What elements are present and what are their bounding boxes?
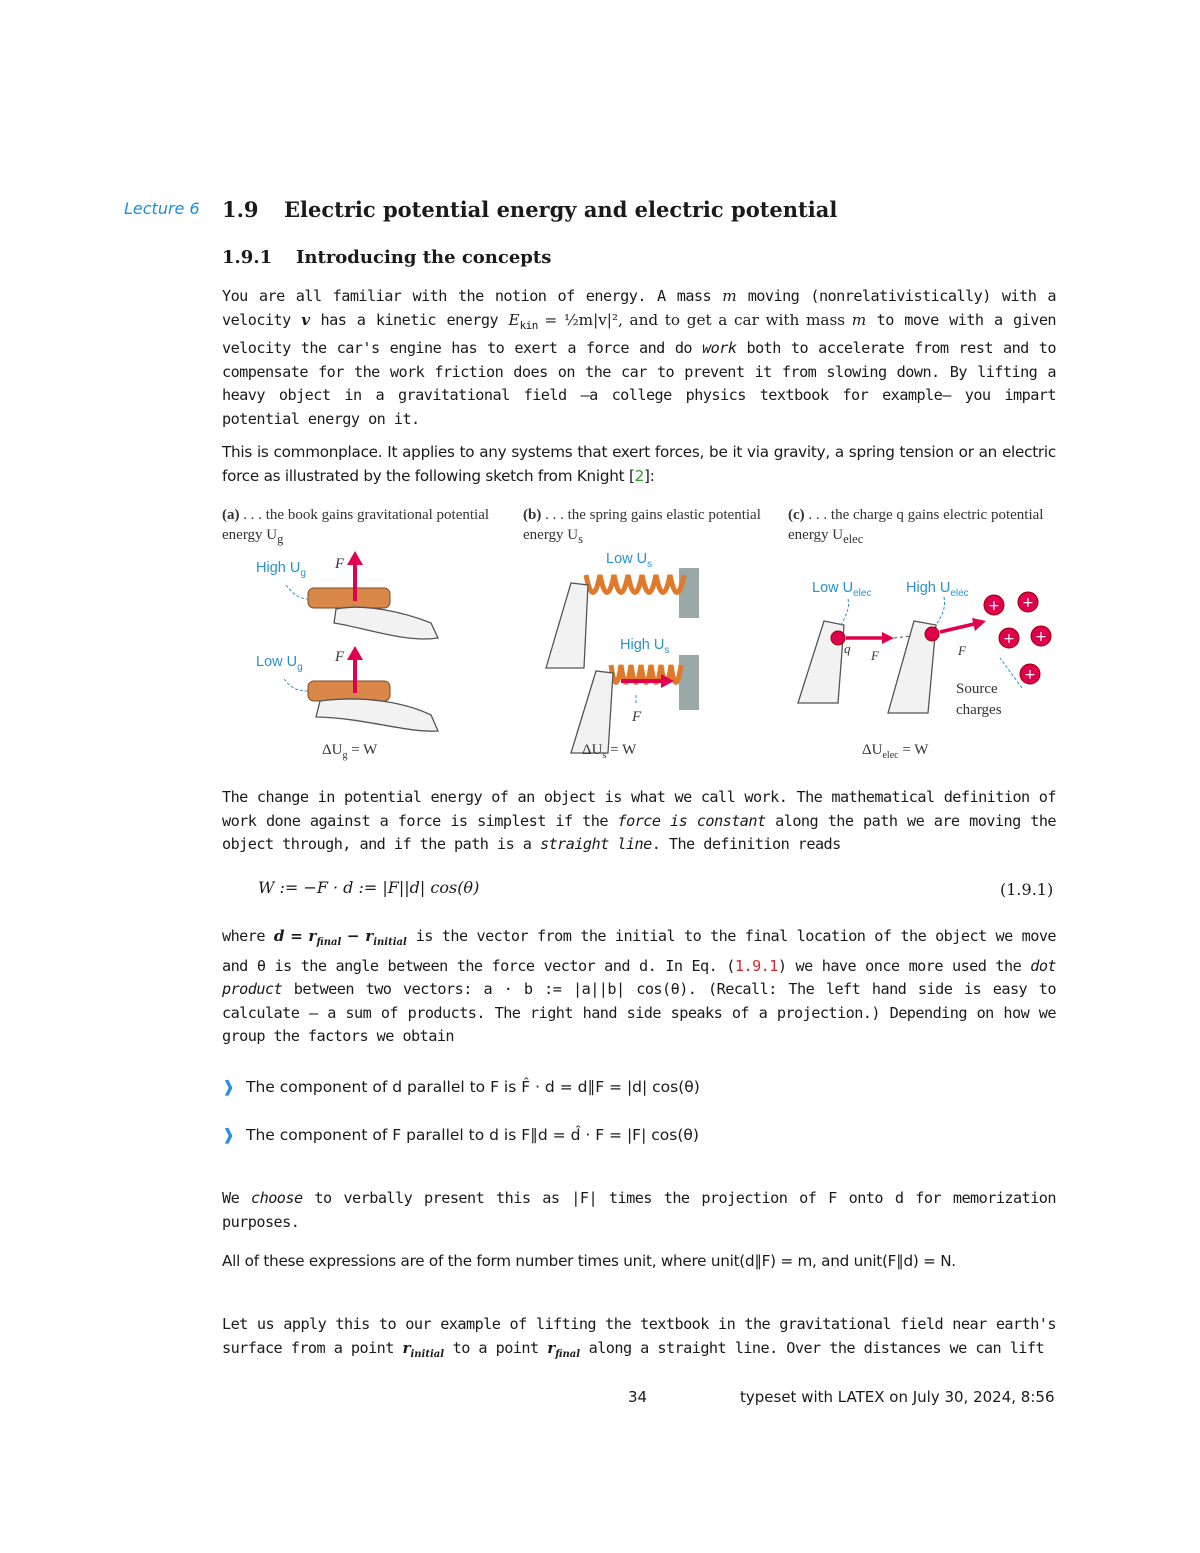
spring-high: [571, 655, 699, 753]
label-low-us: Low $U_s$: [606, 551, 653, 570]
delta-c: $\Delta U_{elec} = W$: [862, 742, 929, 761]
delta-a: $\Delta U_g = W$: [322, 742, 378, 761]
section-title: [222, 197, 837, 222]
label-force-b: F: [632, 709, 642, 725]
label-high-us: High $U_s$: [620, 637, 670, 656]
label-force-c2: F: [958, 643, 966, 658]
bullet-item-1: ❱ The component of d parallel to F is F̂ · d = d∥F = |d| cos(θ): [222, 1078, 700, 1096]
typeset-note: typeset with LATEX on July 30, 2024, 8:56: [740, 1388, 1055, 1406]
source-charges: [984, 592, 1051, 684]
figure-caption-b: (b) . . . the spring gains elastic potential energy $U_s$: [523, 507, 761, 546]
equation-number: (1.9.1): [1000, 880, 1054, 899]
label-charge-q: q: [844, 641, 851, 656]
label-high-uelec: High $U_{elec}$: [906, 580, 969, 599]
subsection-title-text: Introducing the concepts: [296, 247, 552, 268]
label-high-ug: High $U_g$: [256, 560, 306, 579]
hand-high-elec: [888, 618, 986, 713]
label-low-ug: Low $U_g$: [256, 654, 303, 673]
section-title-text: Electric potential energy and electric potential: [284, 197, 838, 222]
paragraph-units: All of these expressions are of the form number times unit, where unit(d∥F) = m, and unit(F∥d) = N.: [222, 1252, 956, 1270]
hand-low-elec: [798, 621, 894, 703]
section-number: 1.9: [222, 197, 259, 222]
delta-b: $\Delta U_s = W$: [582, 742, 637, 761]
paragraph-commonplace: This is commonplace. It applies to any systems that exert forces, be it via gravity, a spring tension or an electric force as illustrated by the following sketch from Knight [2]:: [222, 443, 1056, 485]
knight-figure: [216, 503, 1056, 773]
book-high: [308, 588, 438, 639]
paragraph-displacement: where $d = r_{final} - r_{initial}$ is the vector from the initial to the final location of the object we move and θ is the angle between the force vector and d. In Eq. (1.9.1) we have once more used the dot product between two vectors: a · b := |a||b| cos(θ). (Recall: The left hand side is easy to calculate – a sum of products. The right hand side speaks of a projection.) Depending on how we group the factors we obtain: [222, 927, 1057, 1046]
paragraph-choose: We choose to verbally present this as |F| times the projection of F onto d for memorization purposes.: [222, 1189, 1056, 1231]
margin-note-lecture: Lecture 6: [124, 199, 200, 218]
figure-caption-c: (c) . . . the charge q gains electric potential energy $U_{elec}$: [788, 507, 1044, 546]
equation-work: W := −F · d := |F||d| cos(θ): [258, 878, 480, 897]
label-low-uelec: Low $U_{elec}$: [812, 580, 872, 599]
label-source: Source: [956, 681, 998, 697]
svg-text:+: +: [988, 598, 1000, 614]
figure-caption-a: (a) . . . the book gains gravitational potential energy $U_g$: [222, 507, 490, 546]
label-force-a2: F: [335, 649, 345, 665]
citation-link[interactable]: 2: [634, 466, 645, 485]
page-number: 34: [628, 1388, 648, 1406]
svg-text:+: +: [1035, 629, 1047, 645]
svg-text:+: +: [1022, 595, 1034, 611]
equation-link[interactable]: 1.9.1: [734, 956, 778, 975]
paragraph-lift-example: Let us apply this to our example of lifting the textbook in the gravitational field near earth's surface from a point $r_{initial}$ to a point $r_{final}$ along a straight line. Over the distances we can lift: [222, 1315, 1056, 1360]
subsection-title: [222, 247, 551, 268]
svg-text:+: +: [1024, 667, 1036, 683]
paragraph-energy-intro: You are all familiar with the notion of energy. A mass m moving (nonrelativistically) with a velocity v has a kinetic energy $E_{kin}$ = ½m|v|², and to get a car with mass m to move with a given velocity the car's engine has to exert a force and do work both to accelerate from rest and to compensate for the work friction does on the car to prevent it from slowing down. By lifting a heavy object in a gravitational field –a college physics textbook for example– you impart potential energy on it.: [222, 287, 1057, 428]
label-force-c1: F: [871, 648, 879, 663]
bullet-item-2: ❱ The component of F parallel to d is F∥d = d̂ · F = |F| cos(θ): [222, 1126, 699, 1144]
paragraph-work-definition: The change in potential energy of an object is what we call work. The mathematical definition of work done against a force is simplest if the force is constant along the path we are moving the object through, and if the path is a straight line. The definition reads: [222, 788, 1057, 853]
label-charges: charges: [956, 702, 1002, 718]
svg-text:+: +: [1003, 631, 1015, 647]
subsection-number: 1.9.1: [222, 247, 273, 268]
label-force-a1: F: [335, 556, 345, 572]
book-low: [308, 681, 438, 731]
